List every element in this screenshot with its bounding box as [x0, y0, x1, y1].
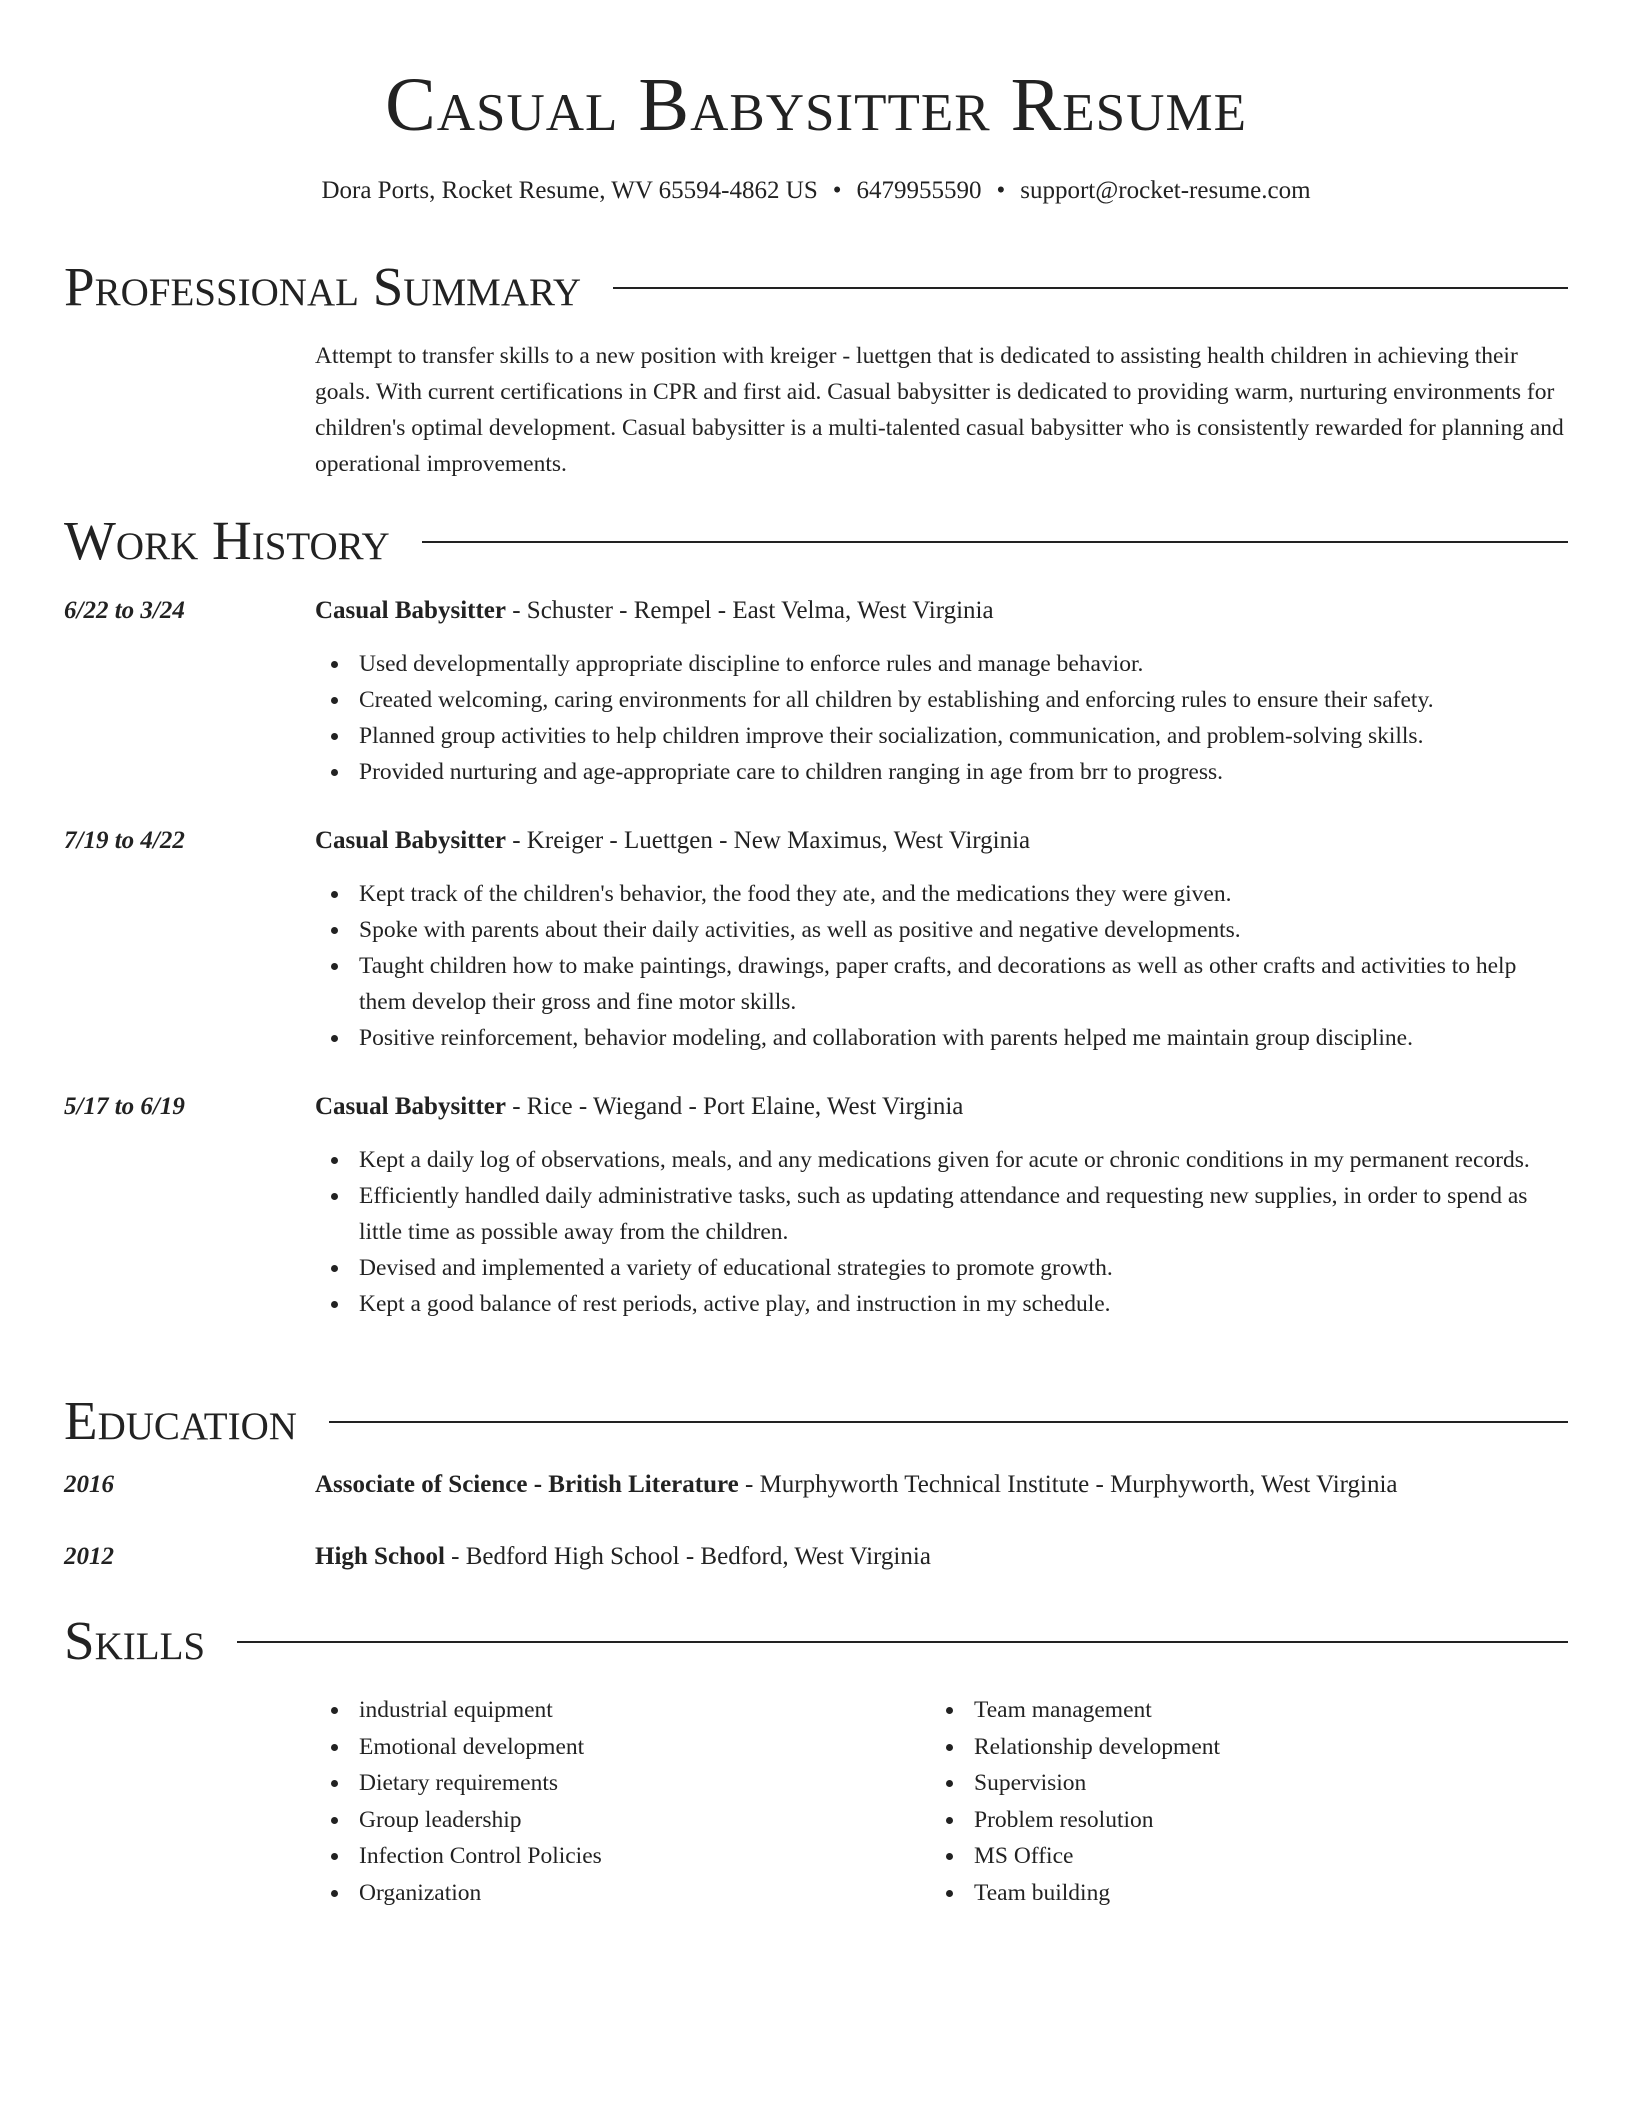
work-section-header: [64, 508, 1568, 574]
section-divider: [613, 287, 1568, 289]
skill-item: Problem resolution: [930, 1802, 1510, 1839]
education-2-year: 2012: [64, 1543, 114, 1570]
skill-item: Team building: [930, 1875, 1510, 1912]
education-heading: Education: [64, 1390, 297, 1451]
contact-line: [64, 174, 1568, 208]
contact-email: support@rocket-resume.com: [1020, 177, 1311, 204]
education-1-header: [315, 1468, 1568, 1502]
list-item: Positive reinforcement, behavior modeling, and collaboration with parents helped me maintain group discipline.: [315, 1020, 1568, 1056]
job-1-bullets: [315, 646, 1568, 790]
education-1-degree: Associate of Science - British Literature: [315, 1471, 739, 1498]
skills-list-right: [930, 1692, 1510, 1912]
skill-item: Organization: [315, 1875, 895, 1912]
job-2-role: Casual Babysitter: [315, 827, 506, 854]
job-2-header: [315, 824, 1568, 858]
summary-section-header: [64, 254, 1568, 320]
job-1-details: - Schuster - Rempel - East Velma, West Virginia: [505, 597, 994, 624]
job-3-dates: 5/17 to 6/19: [64, 1093, 185, 1120]
job-3-header: [315, 1090, 1568, 1124]
job-2-details: - Kreiger - Luettgen - New Maximus, West Virginia: [505, 827, 1031, 854]
skill-item: Infection Control Policies: [315, 1838, 895, 1875]
resume-title: Casual Babysitter Resume: [385, 63, 1247, 147]
list-item: Efficiently handled daily administrative tasks, such as updating attendance and requesting new supplies, in order to spend as little time as possible away from the children.: [315, 1178, 1568, 1250]
list-item: Created welcoming, caring environments for all children by establishing and enforcing rules to ensure their safety.: [315, 682, 1568, 718]
skills-heading: Skills: [64, 1610, 206, 1671]
summary-heading: Professional Summary: [64, 256, 582, 317]
skill-item: Relationship development: [930, 1729, 1510, 1766]
contact-separator: •: [832, 177, 842, 204]
skill-item: Supervision: [930, 1765, 1510, 1802]
section-divider: [237, 1641, 1568, 1643]
contact-separator: •: [996, 177, 1006, 204]
skill-item: Emotional development: [315, 1729, 895, 1766]
resume-page: [64, 0, 1568, 2112]
skill-item: Dietary requirements: [315, 1765, 895, 1802]
contact-address: Dora Ports, Rocket Resume, WV 65594-4862 US: [321, 177, 818, 204]
skill-item: Group leadership: [315, 1802, 895, 1839]
job-1-dates: 6/22 to 3/24: [64, 597, 185, 624]
list-item: Kept a good balance of rest periods, active play, and instruction in my schedule.: [315, 1286, 1568, 1322]
skills-section-header: [64, 1608, 1568, 1674]
education-section-header: [64, 1388, 1568, 1454]
list-item: Provided nurturing and age-appropriate care to children ranging in age from brr to progress.: [315, 754, 1568, 790]
education-1-details: - Murphyworth Technical Institute - Murphyworth, West Virginia: [738, 1471, 1398, 1498]
section-divider: [422, 541, 1568, 543]
list-item: Used developmentally appropriate discipline to enforce rules and manage behavior.: [315, 646, 1568, 682]
education-1-year: 2016: [64, 1471, 114, 1498]
skill-item: Team management: [930, 1692, 1510, 1729]
section-divider: [329, 1421, 1568, 1423]
skill-item: MS Office: [930, 1838, 1510, 1875]
job-2-bullets: [315, 876, 1568, 1056]
skill-item: industrial equipment: [315, 1692, 895, 1729]
list-item: Kept track of the children's behavior, the food they ate, and the medications they were given.: [315, 876, 1568, 912]
job-3-role: Casual Babysitter: [315, 1093, 506, 1120]
job-1-role: Casual Babysitter: [315, 597, 506, 624]
skills-list-left: [315, 1692, 895, 1912]
education-2-header: [315, 1540, 1568, 1574]
summary-text: Attempt to transfer skills to a new position with kreiger - luettgen that is dedicated to assisting health children in achieving their goals. With current certifications in CPR and first aid. Casual babysitter is dedicated to providing warm, nurturing environments for children's optimal development. Casual babysitter is a multi-talented casual babysitter who is consistently rewarded for planning and operational improvements.: [315, 343, 1564, 477]
education-2-degree: High School: [315, 1543, 445, 1570]
job-3-details: - Rice - Wiegand - Port Elaine, West Virginia: [505, 1093, 964, 1120]
education-2-details: - Bedford High School - Bedford, West Virginia: [444, 1543, 931, 1570]
contact-phone: 6479955590: [856, 177, 982, 204]
work-heading: Work History: [64, 510, 390, 571]
list-item: Taught children how to make paintings, drawings, paper crafts, and decorations as well as other crafts and activities to help them develop their gross and fine motor skills.: [315, 948, 1568, 1020]
list-item: Devised and implemented a variety of educational strategies to promote growth.: [315, 1250, 1568, 1286]
list-item: Spoke with parents about their daily activities, as well as positive and negative developments.: [315, 912, 1568, 948]
job-3-bullets: [315, 1142, 1568, 1322]
list-item: Planned group activities to help children improve their socialization, communication, and problem-solving skills.: [315, 718, 1568, 754]
job-1-header: [315, 594, 1568, 628]
job-2-dates: 7/19 to 4/22: [64, 827, 185, 854]
list-item: Kept a daily log of observations, meals, and any medications given for acute or chronic conditions in my permanent records.: [315, 1142, 1568, 1178]
